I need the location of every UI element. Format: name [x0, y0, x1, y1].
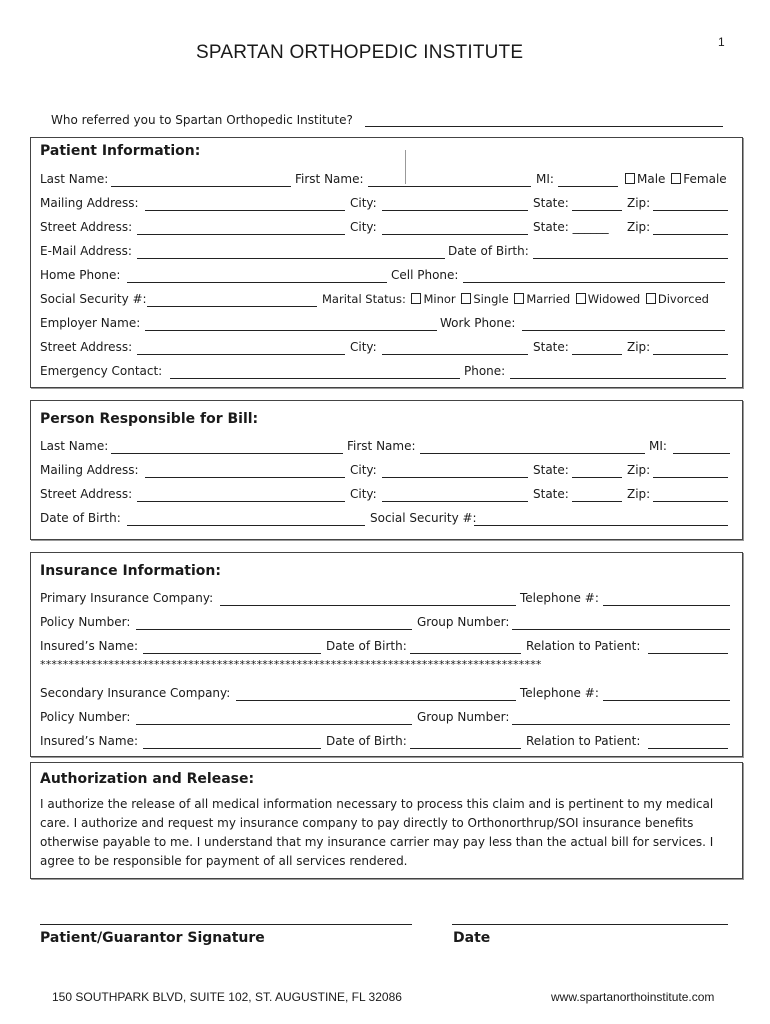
responsible-ssn-field[interactable] [474, 525, 728, 526]
secondary-company-label: Secondary Insurance Company: [40, 686, 231, 700]
patient-street-city-label: City: [350, 220, 377, 234]
patient-mailing-zip-field[interactable] [653, 210, 728, 211]
primary-dob-label: Date of Birth: [326, 639, 407, 653]
primary-company-field[interactable] [220, 605, 516, 606]
responsible-first-name-field[interactable] [420, 453, 645, 454]
patient-work-phone-field[interactable] [522, 330, 725, 331]
widowed-checkbox[interactable] [576, 293, 586, 304]
responsible-first-name-label: First Name: [347, 439, 416, 453]
secondary-group-number-field[interactable] [512, 724, 730, 725]
responsible-dob-label: Date of Birth: [40, 511, 121, 525]
insurance-heading: Insurance Information: [40, 563, 221, 579]
male-checkbox[interactable] [625, 173, 635, 184]
responsible-last-name-label: Last Name: [40, 439, 109, 453]
primary-telephone-label: Telephone #: [520, 591, 599, 605]
responsible-street-city-field[interactable] [382, 501, 528, 502]
patient-mailing-address-label: Mailing Address: [40, 196, 139, 210]
minor-checkbox[interactable] [411, 293, 421, 304]
employer-zip-label: Zip: [627, 340, 651, 354]
married-label: Married [526, 292, 571, 306]
primary-telephone-field[interactable] [603, 605, 730, 606]
secondary-policy-number-label: Policy Number: [40, 710, 131, 724]
secondary-relation-label: Relation to Patient: [526, 734, 641, 748]
gender-options [623, 172, 727, 186]
employer-city-field[interactable] [382, 354, 528, 355]
marital-status-options [322, 292, 709, 306]
patient-street-zip-label: Zip: [627, 220, 651, 234]
patient-cell-phone-field[interactable] [463, 282, 725, 283]
marital-status-label: Marital Status: [322, 292, 406, 306]
authorization-heading: Authorization and Release: [40, 771, 255, 787]
scan-mark [405, 150, 406, 184]
patient-first-name-label: First Name: [295, 172, 364, 186]
patient-home-phone-label: Home Phone: [40, 268, 121, 282]
secondary-dob-field[interactable] [410, 748, 521, 749]
responsible-mi-label: MI: [649, 439, 667, 453]
secondary-policy-number-field[interactable] [136, 724, 412, 725]
secondary-insured-name-field[interactable] [143, 748, 321, 749]
responsible-mailing-zip-label: Zip: [627, 463, 651, 477]
responsible-mailing-zip-field[interactable] [653, 477, 728, 478]
secondary-dob-label: Date of Birth: [326, 734, 407, 748]
authorization-line-2: care. I authorize and request my insurance company to pay directly to Orthonorthrup/SOI insurance benefits [40, 816, 694, 830]
responsible-ssn-label: Social Security #: [370, 511, 477, 525]
patient-mailing-city-label: City: [350, 196, 377, 210]
patient-mailing-city-field[interactable] [382, 210, 528, 211]
patient-street-state-label: State: ______ [533, 220, 609, 234]
patient-employer-label: Employer Name: [40, 316, 141, 330]
employer-state-label: State: [533, 340, 569, 354]
patient-street-address-label: Street Address: [40, 220, 133, 234]
page-number: 1 [718, 35, 725, 49]
primary-dob-field[interactable] [410, 653, 521, 654]
employer-zip-field[interactable] [653, 354, 728, 355]
authorization-line-4: agree to be responsible for payment of all services rendered. [40, 854, 408, 868]
patient-last-name-label: Last Name: [40, 172, 109, 186]
minor-label: Minor [423, 292, 456, 306]
authorization-line-3: otherwise payable to me. I understand that my insurance carrier may pay less than the actual bill for services. I [40, 835, 714, 849]
employer-state-field[interactable] [572, 354, 622, 355]
patient-mailing-address-field[interactable] [145, 210, 345, 211]
employer-street-address-label: Street Address: [40, 340, 133, 354]
signature-label: Patient/Guarantor Signature [40, 930, 265, 946]
responsible-heading: Person Responsible for Bill: [40, 411, 259, 427]
footer-address: 150 SOUTHPARK BLVD, SUITE 102, ST. AUGUSTINE, FL 32086 [52, 990, 402, 1004]
patient-ssn-field[interactable] [147, 306, 317, 307]
emergency-contact-label: Emergency Contact: [40, 364, 163, 378]
patient-street-address-field[interactable] [137, 234, 345, 235]
responsible-street-zip-field[interactable] [653, 501, 728, 502]
date-field[interactable] [452, 924, 728, 925]
patient-mailing-state-field[interactable] [572, 210, 622, 211]
insurance-section [30, 552, 743, 757]
responsible-mailing-address-field[interactable] [145, 477, 345, 478]
responsible-mailing-city-field[interactable] [382, 477, 528, 478]
secondary-group-number-label: Group Number: [417, 710, 510, 724]
patient-cell-phone-label: Cell Phone: [391, 268, 459, 282]
single-checkbox[interactable] [461, 293, 471, 304]
primary-relation-label: Relation to Patient: [526, 639, 641, 653]
secondary-company-field[interactable] [236, 700, 516, 701]
primary-relation-field[interactable] [648, 653, 728, 654]
divorced-checkbox[interactable] [646, 293, 656, 304]
primary-insured-name-label: Insured’s Name: [40, 639, 138, 653]
footer-website[interactable]: www.spartanorthoinstitute.com [551, 990, 715, 1004]
patient-work-phone-label: Work Phone: [440, 316, 516, 330]
female-label: Female [683, 172, 727, 186]
male-label: Male [637, 172, 666, 186]
responsible-mi-field[interactable] [673, 453, 730, 454]
responsible-street-state-label: State: [533, 487, 569, 501]
responsible-mailing-state-field[interactable] [572, 477, 622, 478]
responsible-street-zip-label: Zip: [627, 487, 651, 501]
responsible-street-state-field[interactable] [572, 501, 622, 502]
primary-policy-number-label: Policy Number: [40, 615, 131, 629]
referred-label: Who referred you to Spartan Orthopedic Institute? [51, 113, 353, 127]
patient-email-label: E-Mail Address: [40, 244, 132, 258]
primary-company-label: Primary Insurance Company: [40, 591, 214, 605]
patient-dob-field[interactable] [533, 258, 728, 259]
primary-group-number-label: Group Number: [417, 615, 510, 629]
primary-policy-number-field[interactable] [136, 629, 412, 630]
patient-email-field[interactable] [137, 258, 445, 259]
secondary-telephone-label: Telephone #: [520, 686, 599, 700]
patient-mailing-zip-label: Zip: [627, 196, 651, 210]
secondary-telephone-field[interactable] [603, 700, 730, 701]
primary-group-number-field[interactable] [512, 629, 730, 630]
patient-dob-label: Date of Birth: [448, 244, 529, 258]
employer-street-address-field[interactable] [137, 354, 345, 355]
responsible-dob-field[interactable] [127, 525, 365, 526]
patient-employer-field[interactable] [145, 330, 437, 331]
insurance-separator: **************************************************************************************** [40, 658, 542, 671]
page-title: SPARTAN ORTHOPEDIC INSTITUTE [196, 42, 524, 63]
patient-ssn-label: Social Security #: [40, 292, 147, 306]
responsible-street-address-field[interactable] [137, 501, 345, 502]
patient-info-heading: Patient Information: [40, 143, 201, 159]
date-label: Date [453, 930, 491, 946]
authorization-line-1: I authorize the release of all medical information necessary to process this claim and is pertinent to my medical [40, 797, 714, 811]
patient-mi-label: MI: [536, 172, 554, 186]
married-checkbox[interactable] [514, 293, 524, 304]
single-label: Single [473, 292, 509, 306]
female-checkbox[interactable] [671, 173, 681, 184]
patient-street-city-field[interactable] [382, 234, 528, 235]
patient-last-name-field[interactable] [111, 186, 291, 187]
widowed-label: Widowed [587, 292, 641, 306]
emergency-phone-label: Phone: [464, 364, 506, 378]
responsible-mailing-city-label: City: [350, 463, 377, 477]
primary-insured-name-field[interactable] [143, 653, 321, 654]
secondary-insured-name-label: Insured’s Name: [40, 734, 138, 748]
emergency-contact-field[interactable] [170, 378, 460, 379]
employer-city-label: City: [350, 340, 377, 354]
responsible-mailing-state-label: State: [533, 463, 569, 477]
responsible-mailing-address-label: Mailing Address: [40, 463, 139, 477]
signature-field[interactable] [40, 924, 412, 925]
responsible-last-name-field[interactable] [111, 453, 343, 454]
patient-first-name-field[interactable] [368, 186, 531, 187]
responsible-street-city-label: City: [350, 487, 377, 501]
secondary-relation-field[interactable] [648, 748, 728, 749]
patient-street-zip-field[interactable] [653, 234, 728, 235]
emergency-phone-field[interactable] [510, 378, 726, 379]
patient-home-phone-field[interactable] [127, 282, 387, 283]
patient-mi-field[interactable] [558, 186, 618, 187]
responsible-street-address-label: Street Address: [40, 487, 133, 501]
referred-field[interactable] [365, 126, 723, 127]
patient-mailing-state-label: State: [533, 196, 569, 210]
divorced-label: Divorced [657, 292, 709, 306]
